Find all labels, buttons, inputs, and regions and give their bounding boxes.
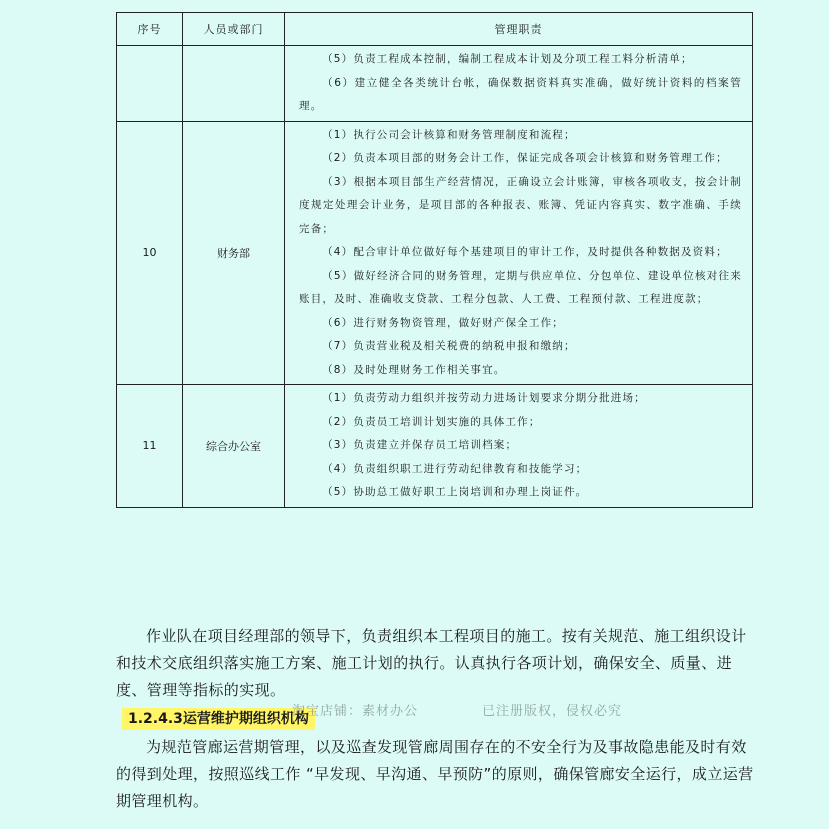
paragraph-operation: 为规范管廊运营期管理，以及巡查发现管廊周围存在的不安全行为及事故隐患能及时有效的得到处理，按照巡线工作 “早发现、早沟通、早预防”的原则，确保管廊安全运行，成立运营期管理机构。 — [116, 738, 754, 810]
duty-item: （1）执行公司会计核算和财务管理制度和流程； — [322, 128, 576, 141]
row-dept: 财务部 — [183, 121, 285, 385]
duty-item: （5）协助总工做好职工上岗培训和办理上岗证件。 — [322, 486, 588, 498]
table-row — [117, 46, 753, 122]
row-duties — [285, 121, 753, 385]
duty-item: （7）负责营业税及相关税费的纳税申报和缴纳； — [322, 340, 576, 352]
row-no: 11 — [117, 385, 183, 508]
header-dept: 人员或部门 — [183, 13, 285, 46]
row-duties — [285, 385, 753, 508]
row-dept — [183, 46, 285, 122]
duty-item: （6）建立健全各类统计台帐，确保数据资料真实准确，做好统计资料的档案管理。 — [299, 76, 742, 112]
responsibility-table — [116, 12, 753, 508]
duty-item: （3）根据本项目部生产经营情况，正确设立会计账簿，审核各项收支，按会计制度规定处理会计业务，是项目部的各种报表、账簿、凭证内容真实、数字准确、手续完备； — [299, 175, 742, 235]
duty-item: （2）负责员工培训计划实施的具体工作； — [322, 415, 541, 428]
table-row — [117, 385, 753, 508]
table-header-row — [117, 13, 753, 46]
paragraph-work-team: 作业队在项目经理部的领导下，负责组织本工程项目的施工。按有关规范、施工组织设计和技术交底组织落实施工方案、施工计划的执行。认真执行各项计划，确保安全、质量、进度、管理等指标的实现。 — [116, 627, 747, 699]
duty-item: （5）做好经济合同的财务管理，定期与供应单位、分包单位、建设单位核对往来账目，及时、准确收支贷款、工程分包款、人工费、工程预付款、工程进度款； — [299, 269, 742, 305]
row-duties — [285, 46, 753, 122]
table-row — [117, 121, 753, 385]
duty-item: （3）负责建立并保存员工培训档案； — [322, 439, 518, 451]
duty-item: （6）进行财务物资管理，做好财产保全工作； — [322, 316, 564, 329]
watermark-text: 已注册版权，侵权必究 — [482, 704, 623, 719]
row-no — [117, 46, 183, 122]
watermark-text: 淘宝店铺：素材办公 — [292, 704, 419, 719]
duty-item: （1）负责劳动力组织并按劳动力进场计划要求分期分批进场； — [322, 392, 646, 404]
row-dept: 综合办公室 — [183, 385, 285, 508]
duty-item: （2）负责本项目部的财务会计工作，保证完成各项会计核算和财务管理工作； — [322, 152, 728, 164]
duty-item: （5）负责工程成本控制，编制工程成本计划及分项工程工料分析清单； — [322, 53, 693, 65]
duty-item: （4）负责组织职工进行劳动纪律教育和技能学习； — [322, 462, 588, 475]
section-heading: 1.2.4.3运营维护期组织机构 — [122, 708, 315, 730]
row-no: 10 — [117, 121, 183, 385]
duty-item: （4）配合审计单位做好每个基建项目的审计工作，及时提供各种数据及资料； — [322, 246, 728, 258]
header-duties: 管理职责 — [285, 13, 753, 46]
header-no: 序号 — [117, 13, 183, 46]
duty-item: （8）及时处理财务工作相关事宜。 — [322, 363, 506, 376]
